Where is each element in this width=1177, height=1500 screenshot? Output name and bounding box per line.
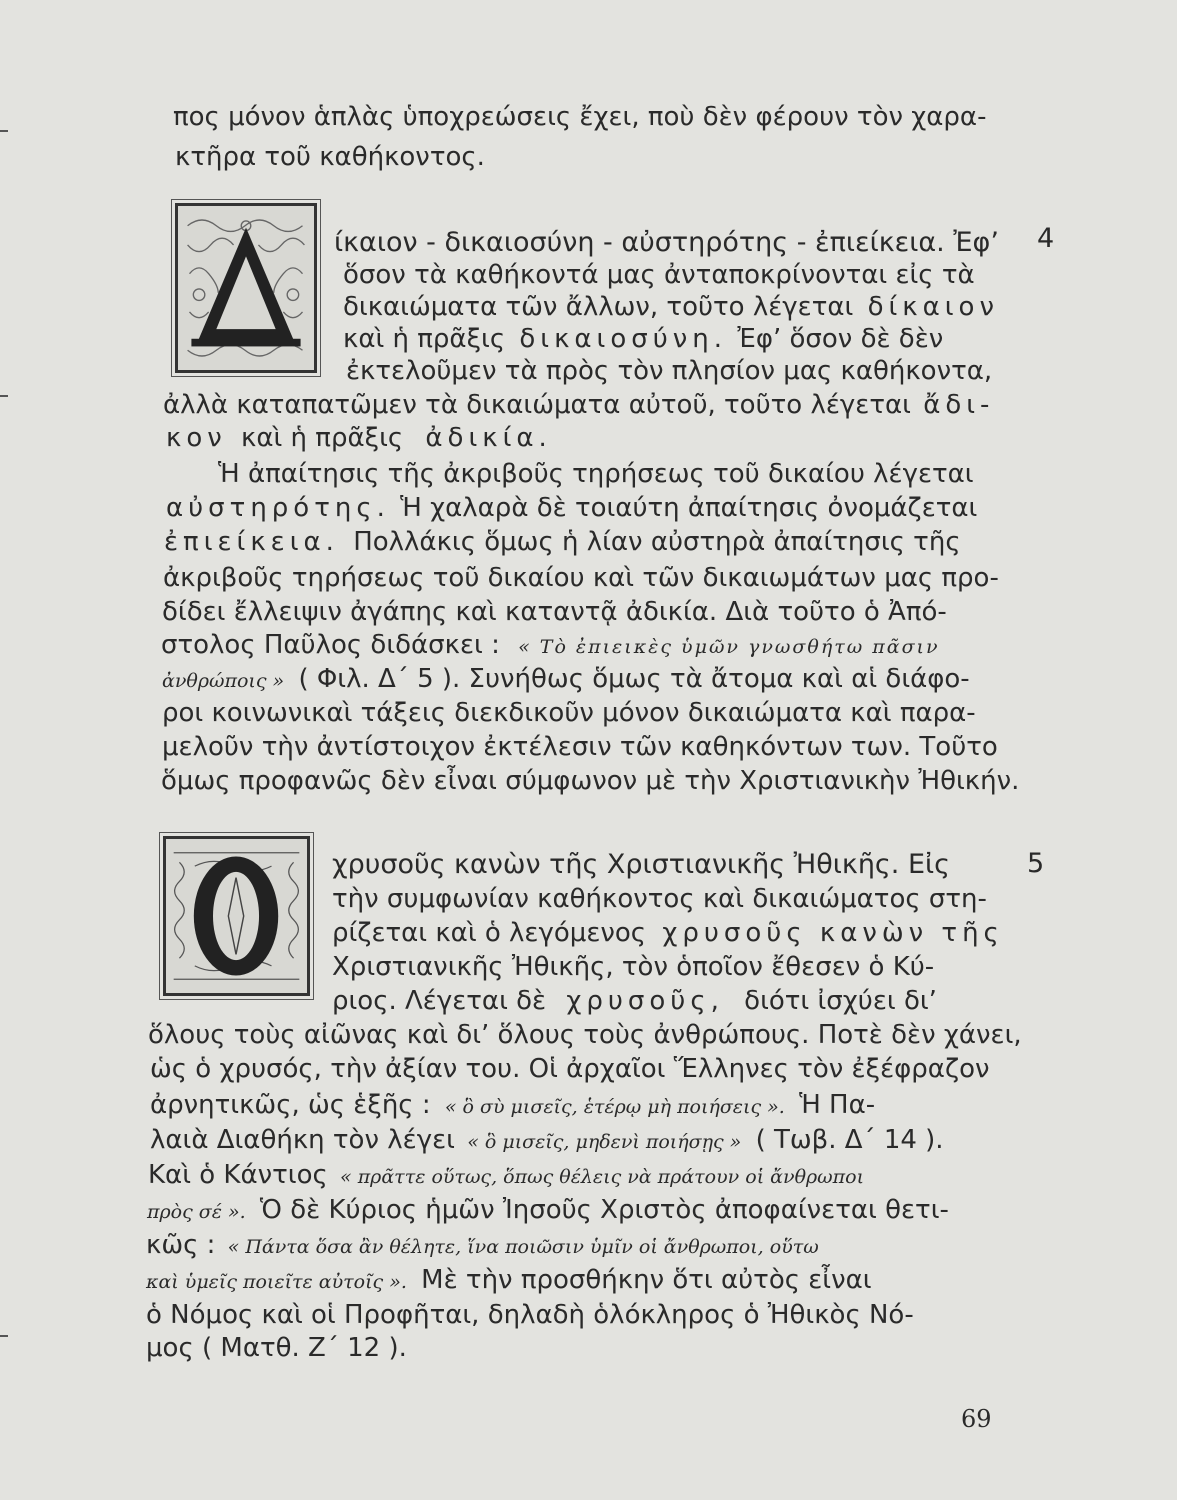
text-line: ὅμως προφανῶς δὲν εἶναι σύμφωνον μὲ τὴν Χριστιανικὴν Ἠθικήν. [161,766,1020,796]
text-line: Χριστιανικῆς Ἠθικῆς, τὸν ὁποῖον ἔθεσεν ὁ Κύ- [332,952,935,982]
quotation: πρὸς σέ ». [147,1201,246,1223]
text-line: τὴν συμφωνίαν καθήκοντος καὶ δικαιώματος στη- [332,884,987,914]
edge-mark [0,1335,8,1337]
section-heading: χρυσοῦς κανὼν τῆς Χριστιανικῆς Ἠθικῆς. Εἰς [332,849,950,880]
text-line: ὅλους τοὺς αἰῶνας καὶ δι’ ὅλους τοὺς ἀνθρώπους. Ποτὲ δὲν χάνει, [148,1020,1022,1050]
section-number: 4 [1037,223,1055,254]
drop-cap-omicron [163,836,310,996]
text-line: καὶ ἡ πρᾶξις δικαιοσύνη. Ἐφ’ ὅσον δὲ δὲν [343,324,944,354]
text-line: κῶς : « Πάντα ὅσα ἂν θέλητε, ἵνα ποιῶσιν ὑμῖν οἱ ἄνθρωποι, οὕτω [146,1230,819,1260]
text-line: μελοῦν τὴν ἀντίστοιχον ἐκτέλεσιν τῶν καθηκόντων των. Τοῦτο [162,732,998,762]
quotation: ἀνθρώποις » [162,670,285,692]
section-heading: ίκαιον - δικαιοσύνη - αὐστηρότης - ἐπιείκεια. Ἐφ’ [334,227,999,258]
text-line: ρίζεται καὶ ὁ λεγόμενος χρυσοῦς κανὼν τῆς [332,918,1004,948]
text-line: ὡς ὁ χρυσός, τὴν ἀξίαν του. Οἱ ἀρχαῖοι Ἕλληνες τὸν ἐξέφραζον [150,1054,990,1084]
text-line: ὁ Νόμος καὶ οἱ Προφῆται, δηλαδὴ ὁλόκληρος ὁ Ἠθικὸς Νό- [146,1300,914,1330]
text-line: ἀλλὰ καταπατῶμεν τὰ δικαιώματα αὐτοῦ, τοῦτο λέγεται ἄδι- [163,390,995,420]
text-line: κτῆρα τοῦ καθήκοντος. [175,142,485,172]
spaced-term: κον [166,423,227,453]
text-line: δίδει ἔλλειψιν ἀγάπης καὶ καταντᾷ ἀδικία. Διὰ τοῦτο ὁ Ἀπό- [162,597,947,627]
omicron-glyph [166,839,307,993]
text-line: καὶ ὑμεῖς ποιεῖτε αὐτοῖς ». Μὲ τὴν προσθήκην ὅτι αὐτὸς εἶναι [146,1265,872,1295]
text-line: ριος. Λέγεται δὲ χρυσοῦς, διότι ἰσχύει δι’ [332,986,937,1016]
quotation: « πρᾶττε οὕτως, ὅπως θέλεις νὰ πράτουν οἱ ἄνθρωποι [340,1166,865,1188]
delta-glyph [178,206,314,370]
spaced-term: ἀδικία. [425,423,552,453]
text-line: ἀρνητικῶς, ὡς ἑξῆς : « ὃ σὺ μισεῖς, ἑτέρῳ μὴ ποιήσεις ». Ἡ Πα- [150,1090,876,1120]
text-line: δικαιώματα τῶν ἄλλων, τοῦτο λέγεται δίκαιον [343,292,999,322]
text-line: πος μόνον ἁπλὰς ὑποχρεώσεις ἔχει, ποὺ δὲν φέρουν τὸν χαρα- [173,102,987,132]
text-line: λαιὰ Διαθήκη τὸν λέγει « ὃ μισεῖς, μηδενὶ ποιήσῃς » ( Τωβ. Δ΄ 14 ). [150,1125,944,1155]
text-line: ἀνθρώποις » ( Φιλ. Δ΄ 5 ). Συνήθως ὅμως τὰ ἄτομα καὶ αἱ διάφο- [162,664,970,694]
page-number: 69 [961,1405,992,1433]
quotation: « ὃ σὺ μισεῖς, ἑτέρῳ μὴ ποιήσεις ». [444,1096,785,1118]
text-line: μος ( Ματθ. Ζ΄ 12 ). [146,1333,407,1363]
text-line: ἀκριβοῦς τηρήσεως τοῦ δικαίου καὶ τῶν δικαιωμάτων μας προ- [163,563,999,593]
drop-cap-delta [175,203,317,373]
text-line: Ἡ ἀπαίτησις τῆς ἀκριβοῦς τηρήσεως τοῦ δικαίου λέγεται [218,459,974,489]
text-line: ἐπιείκεια. Πολλάκις ὅμως ἡ λίαν αὐστηρὰ ἀπαίτησις τῆς [164,527,961,557]
text-line: στολος Παῦλος διδάσκει : « Τὸ ἐπιεικὲς ὑμῶν γνωσθήτω πᾶσιν [161,630,940,660]
spaced-term: αὐστηρότης. [166,493,390,523]
text-line: ροι κοινωνικαὶ τάξεις διεκδικοῦν μόνον δικαιώματα καὶ παρα- [162,698,976,728]
spaced-term: ἄδι- [923,390,995,420]
edge-mark [0,395,8,397]
edge-mark [0,130,8,132]
spaced-term: δίκαιον [867,292,999,322]
quotation: καὶ ὑμεῖς ποιεῖτε αὐτοῖς ». [146,1271,407,1293]
text-line: ἐκτελοῦμεν τὰ πρὸς τὸν πλησίον μας καθήκοντα, [346,356,993,386]
section-number: 5 [1027,848,1045,879]
spaced-term: δικαιοσύνη. [519,324,728,354]
text-line: αὐστηρότης. Ἡ χαλαρὰ δὲ τοιαύτη ἀπαίτησις ὀνομάζεται [166,493,978,523]
text-line: κον καὶ ἡ πρᾶξις ἀδικία. [166,423,552,453]
text-line: Καὶ ὁ Κάντιος « πρᾶττε οὕτως, ὅπως θέλεις νὰ πράτουν οἱ ἄνθρωποι [148,1160,865,1190]
text-line: πρὸς σέ ». Ὁ δὲ Κύριος ἡμῶν Ἰησοῦς Χριστὸς ἀποφαίνεται θετι- [147,1195,949,1225]
quotation: « ὃ μισεῖς, μηδενὶ ποιήσῃς » [467,1131,742,1153]
quotation: « Πάντα ὅσα ἂν θέλητε, ἵνα ποιῶσιν ὑμῖν οἱ ἄνθρωποι, οὕτω [227,1236,819,1258]
spaced-term: χρυσοῦς, [566,986,724,1016]
quotation: « Τὸ ἐπιεικὲς ὑμῶν γνωσθήτω πᾶσιν [518,636,940,658]
text-line: ὅσον τὰ καθήκοντά μας ἀνταποκρίνονται εἰς τὰ [343,260,975,290]
spaced-term: χρυσοῦς κανὼν τῆς [662,918,1004,948]
spaced-term: ἐπιείκεια. [164,527,339,557]
